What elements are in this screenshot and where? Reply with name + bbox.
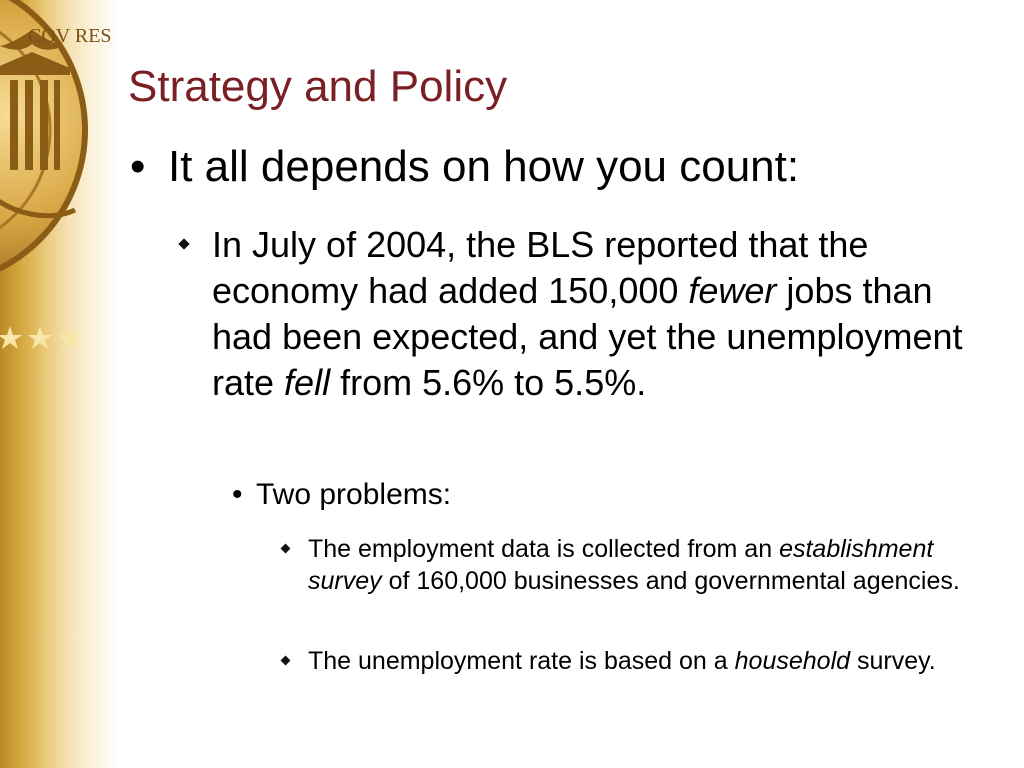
bullet-2-emphasis: fell [284,362,331,403]
bullet-2-text-part: In July of 2004, the BLS reported that the economy had added 150,000 [212,224,869,311]
bullet-4a-text [308,533,1002,597]
bullet-4b-text [308,645,936,677]
decorative-side-band [0,0,120,768]
bullet-level-3 [232,476,992,514]
diamond-bullet-icon [282,533,308,552]
bullet-level-1 [130,142,1000,192]
bullet-4b-emphasis: household [734,647,851,675]
bullet-1-text: It all depends on how you count: [168,142,800,191]
slide-title: Strategy and Policy [128,62,508,111]
bullet-4a-text-part: The employment data is collected from an [308,535,780,563]
stars-decoration-icon [0,318,90,358]
diamond-bullet-icon [180,222,212,248]
bullet-3-text: Two problems: [256,478,452,511]
diamond-bullet-icon [282,645,308,664]
bullet-4a-text-part: of 160,000 businesses and governmental agencies. [381,567,960,595]
round-bullet-icon: • [130,142,146,191]
bullet-level-4-item [282,533,1002,597]
bullet-level-2 [180,222,1000,406]
bullet-2-emphasis: fewer [688,270,777,311]
bullet-4b-text-part: survey. [850,647,936,675]
bullet-2-text-part: from 5.6% to 5.5%. [330,362,647,403]
federal-reserve-seal-icon [0,0,112,300]
bullet-4a-emphasis: establishment survey [308,535,934,595]
bullet-level-4-item [282,645,1002,677]
bullet-4b-text-part: The unemployment rate is based on a [308,647,735,675]
seal-text: COV RES [28,25,112,47]
round-bullet-icon: • [232,478,243,511]
bullet-2-text [212,222,1000,406]
bullet-2-text-part: jobs than had been expected, and yet the unemployment rate [212,270,963,403]
